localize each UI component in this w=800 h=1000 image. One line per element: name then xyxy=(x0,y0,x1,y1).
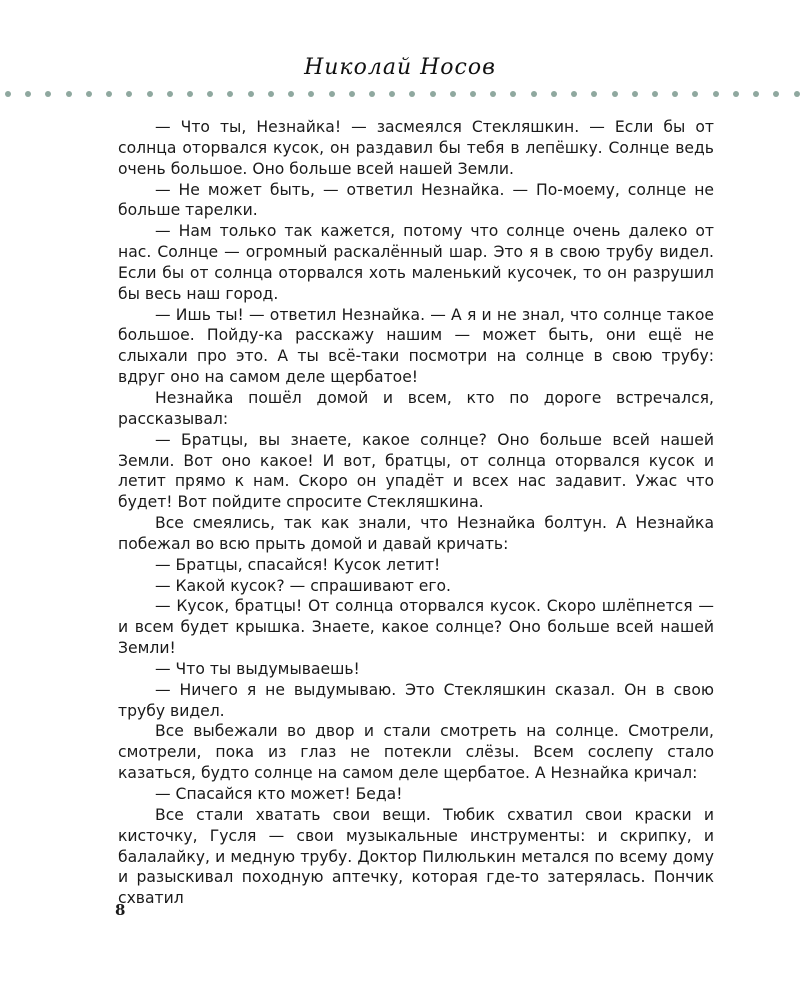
divider-dot xyxy=(106,91,112,97)
paragraph: — Какой кусок? — спрашивают его. xyxy=(155,576,452,595)
paragraph: — Спасайся кто может! Беда! xyxy=(155,785,403,803)
divider-dot xyxy=(733,91,739,97)
page-body-text xyxy=(118,117,714,909)
divider-dot xyxy=(5,91,11,97)
paragraph: — Что ты, Незнайка! — засмеялся Стекляшкин. — Если бы от солнца оторвался кусок, он раздавил бы тебя в лепёшку. Солнце ведь очень большое. Оно больше всей нашей Земли. xyxy=(118,118,714,178)
divider-dot xyxy=(409,91,415,97)
divider-dot xyxy=(227,91,233,97)
divider-dot xyxy=(349,91,355,97)
divider-dot xyxy=(713,91,719,97)
paragraph: — Что ты выдумываешь! xyxy=(155,659,360,678)
dotted-divider xyxy=(5,90,800,98)
divider-dot xyxy=(369,91,375,97)
divider-dot xyxy=(389,91,395,97)
paragraph: — Братцы, спасайся! Кусок летит! xyxy=(155,555,441,574)
divider-dot xyxy=(672,91,678,97)
page-number: 8 xyxy=(115,901,126,919)
paragraph: — Ничего я не выдумываю. Это Стекляшкин сказал. Он в свою трубу видел. xyxy=(118,680,714,720)
divider-dot xyxy=(329,91,335,97)
divider-dot xyxy=(652,91,658,97)
paragraph: — Не может быть, — ответил Незнайка. — По-моему, солнце не больше тарелки. xyxy=(118,180,714,220)
divider-dot xyxy=(167,91,173,97)
paragraph: Все смеялись, так как знали, что Незнайка болтун. А Незнайка побежал во всю прыть домой и давай кричать: xyxy=(118,514,714,553)
divider-dot xyxy=(25,91,31,97)
divider-dot xyxy=(45,91,51,97)
divider-dot xyxy=(86,91,92,97)
divider-dot xyxy=(430,91,436,97)
divider-dot xyxy=(692,91,698,97)
divider-dot xyxy=(450,91,456,97)
divider-dot xyxy=(207,91,213,97)
paragraph: Незнайка пошёл домой и всем, кто по дороге встречался, рассказывал: xyxy=(118,388,714,428)
divider-dot xyxy=(753,91,759,97)
divider-dot xyxy=(571,91,577,97)
divider-dot xyxy=(268,91,274,97)
divider-dot xyxy=(531,91,537,97)
divider-dot xyxy=(147,91,153,97)
divider-dot xyxy=(66,91,72,97)
divider-dot xyxy=(490,91,496,97)
paragraph: Все стали хватать свои вещи. Тюбик схватил свои краски и кисточку, Гусля — свои музыкальные инструменты: и скрипку, и балалайку, и медную трубу. Доктор Пилюлькин метался по всему дому и разыскивал походную аптечку, которая где-то затерялась. Пончик схватил xyxy=(118,805,714,908)
divider-dot xyxy=(510,91,516,97)
divider-dot xyxy=(591,91,597,97)
divider-dot xyxy=(470,91,476,97)
paragraph: — Братцы, вы знаете, какое солнце? Оно больше всей нашей Земли. Вот оно какое! И вот, братцы, от солнца оторвался кусок и летит прямо к нам. Скоро он упадёт и всех нас задавит. Ужас что будет! Вот пойдите спросите Стекляшкина. xyxy=(118,430,714,512)
paragraph: — Ишь ты! — ответил Незнайка. — А я и не знал, что солнце такое большое. Пойду-ка расскажу нашим — может быть, они ещё не слыхали про это. А ты всё-таки посмотри на солнце в свою трубу: вдруг оно на самом деле щербатое! xyxy=(118,305,714,387)
divider-dot xyxy=(187,91,193,97)
divider-dot xyxy=(632,91,638,97)
divider-dot xyxy=(248,91,254,97)
divider-dot xyxy=(794,91,800,97)
divider-dot xyxy=(551,91,557,97)
divider-dot xyxy=(288,91,294,97)
divider-dot xyxy=(773,91,779,97)
divider-dot xyxy=(612,91,618,97)
running-header-author: Николай Носов xyxy=(304,55,496,80)
divider-dot xyxy=(126,91,132,97)
divider-dot xyxy=(308,91,314,97)
paragraph: Все выбежали во двор и стали смотреть на солнце. Смотрели, смотрели, пока из глаз не потекли слёзы. Всем сослепу стало казаться, будто солнце на самом деле щербатое. А Незнайка кричал: xyxy=(118,722,714,783)
paragraph: — Кусок, братцы! От солнца оторвался кусок. Скоро шлёпнется — и всем будет крышка. Знаете, какое солнце? Оно больше всей нашей Земли! xyxy=(118,597,714,658)
paragraph: — Нам только так кажется, потому что солнце очень далеко от нас. Солнце — огромный раскалённый шар. Это я в свою трубу видел. Если бы от солнца оторвался хоть маленький кусочек, то он разрушил бы весь наш город. xyxy=(118,222,714,303)
